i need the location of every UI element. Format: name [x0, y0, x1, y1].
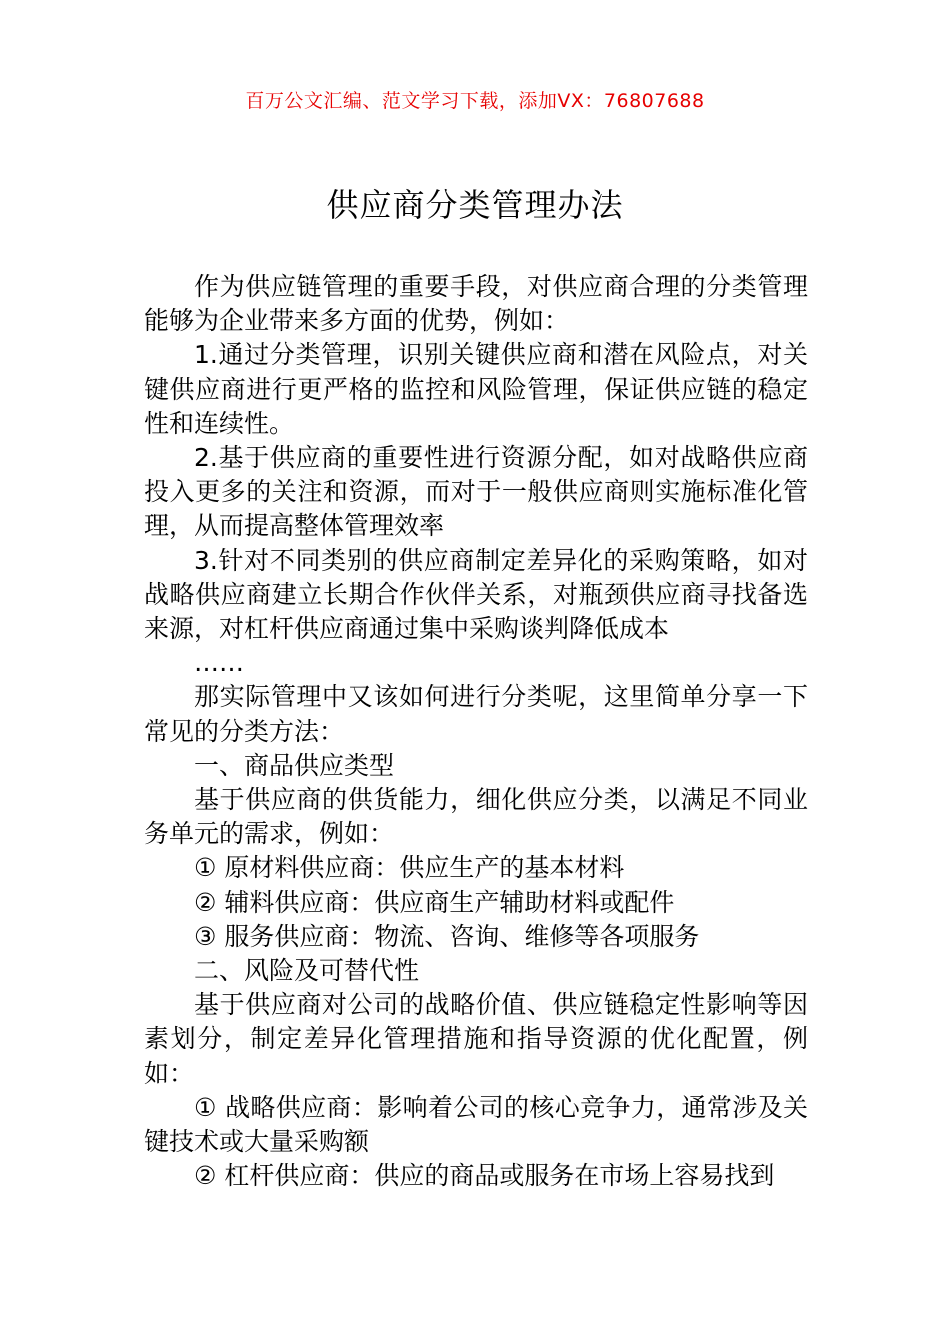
section-heading-2: 二、风险及可替代性 — [194, 956, 420, 986]
paragraph-ellipsis: …… — [194, 648, 244, 678]
list-item: ① 战略供应商：影响着公司的核心竞争力，通常涉及关键技术或大量采购额 — [144, 1092, 808, 1157]
list-item: ① 原材料供应商：供应生产的基本材料 — [194, 853, 625, 883]
section-heading-1: 一、商品供应类型 — [194, 750, 395, 780]
paragraph-section-1: 基于供应商的供货能力，细化供应分类，以满足不同业务单元的需求，例如： — [144, 785, 808, 849]
paragraph-point-1: 1.通过分类管理，识别关键供应商和潜在风险点，对关键供应商进行更严格的监控和风险管理，保证供应链的稳定性和连续性。 — [144, 340, 808, 438]
document-title: 供应商分类管理办法 — [326, 186, 624, 224]
paragraph-point-3: 3.针对不同类别的供应商制定差异化的采购策略，如对战略供应商建立长期合作伙伴关系，对瓶颈供应商寻找备选来源，对杠杆供应商通过集中采购谈判降低成本 — [144, 545, 808, 644]
paragraph-point-2: 2.基于供应商的重要性进行资源分配，如对战略供应商投入更多的关注和资源，而对于一般供应商则实施标准化管理，从而提高整体管理效率 — [144, 443, 808, 541]
list-item: ② 杠杆供应商：供应的商品或服务在市场上容易找到 — [194, 1161, 775, 1191]
list-item: ② 辅料供应商：供应商生产辅助材料或配件 — [194, 887, 675, 917]
paragraph-intro: 作为供应链管理的重要手段，对供应商合理的分类管理能够为企业带来多方面的优势，例如： — [144, 272, 808, 336]
document-body — [144, 270, 808, 1193]
list-item: ③ 服务供应商：物流、咨询、维修等各项服务 — [194, 921, 700, 951]
paragraph-transition: 那实际管理中又该如何进行分类呢，这里简单分享一下常见的分类方法： — [144, 682, 808, 746]
paragraph-section-2: 基于供应商对公司的战略价值、供应链稳定性影响等因素划分，制定差异化管理措施和指导资源的优化配置，例如： — [144, 990, 808, 1088]
header-banner: 百万公文汇编、范文学习下载，添加VX：76807688 — [245, 90, 705, 112]
